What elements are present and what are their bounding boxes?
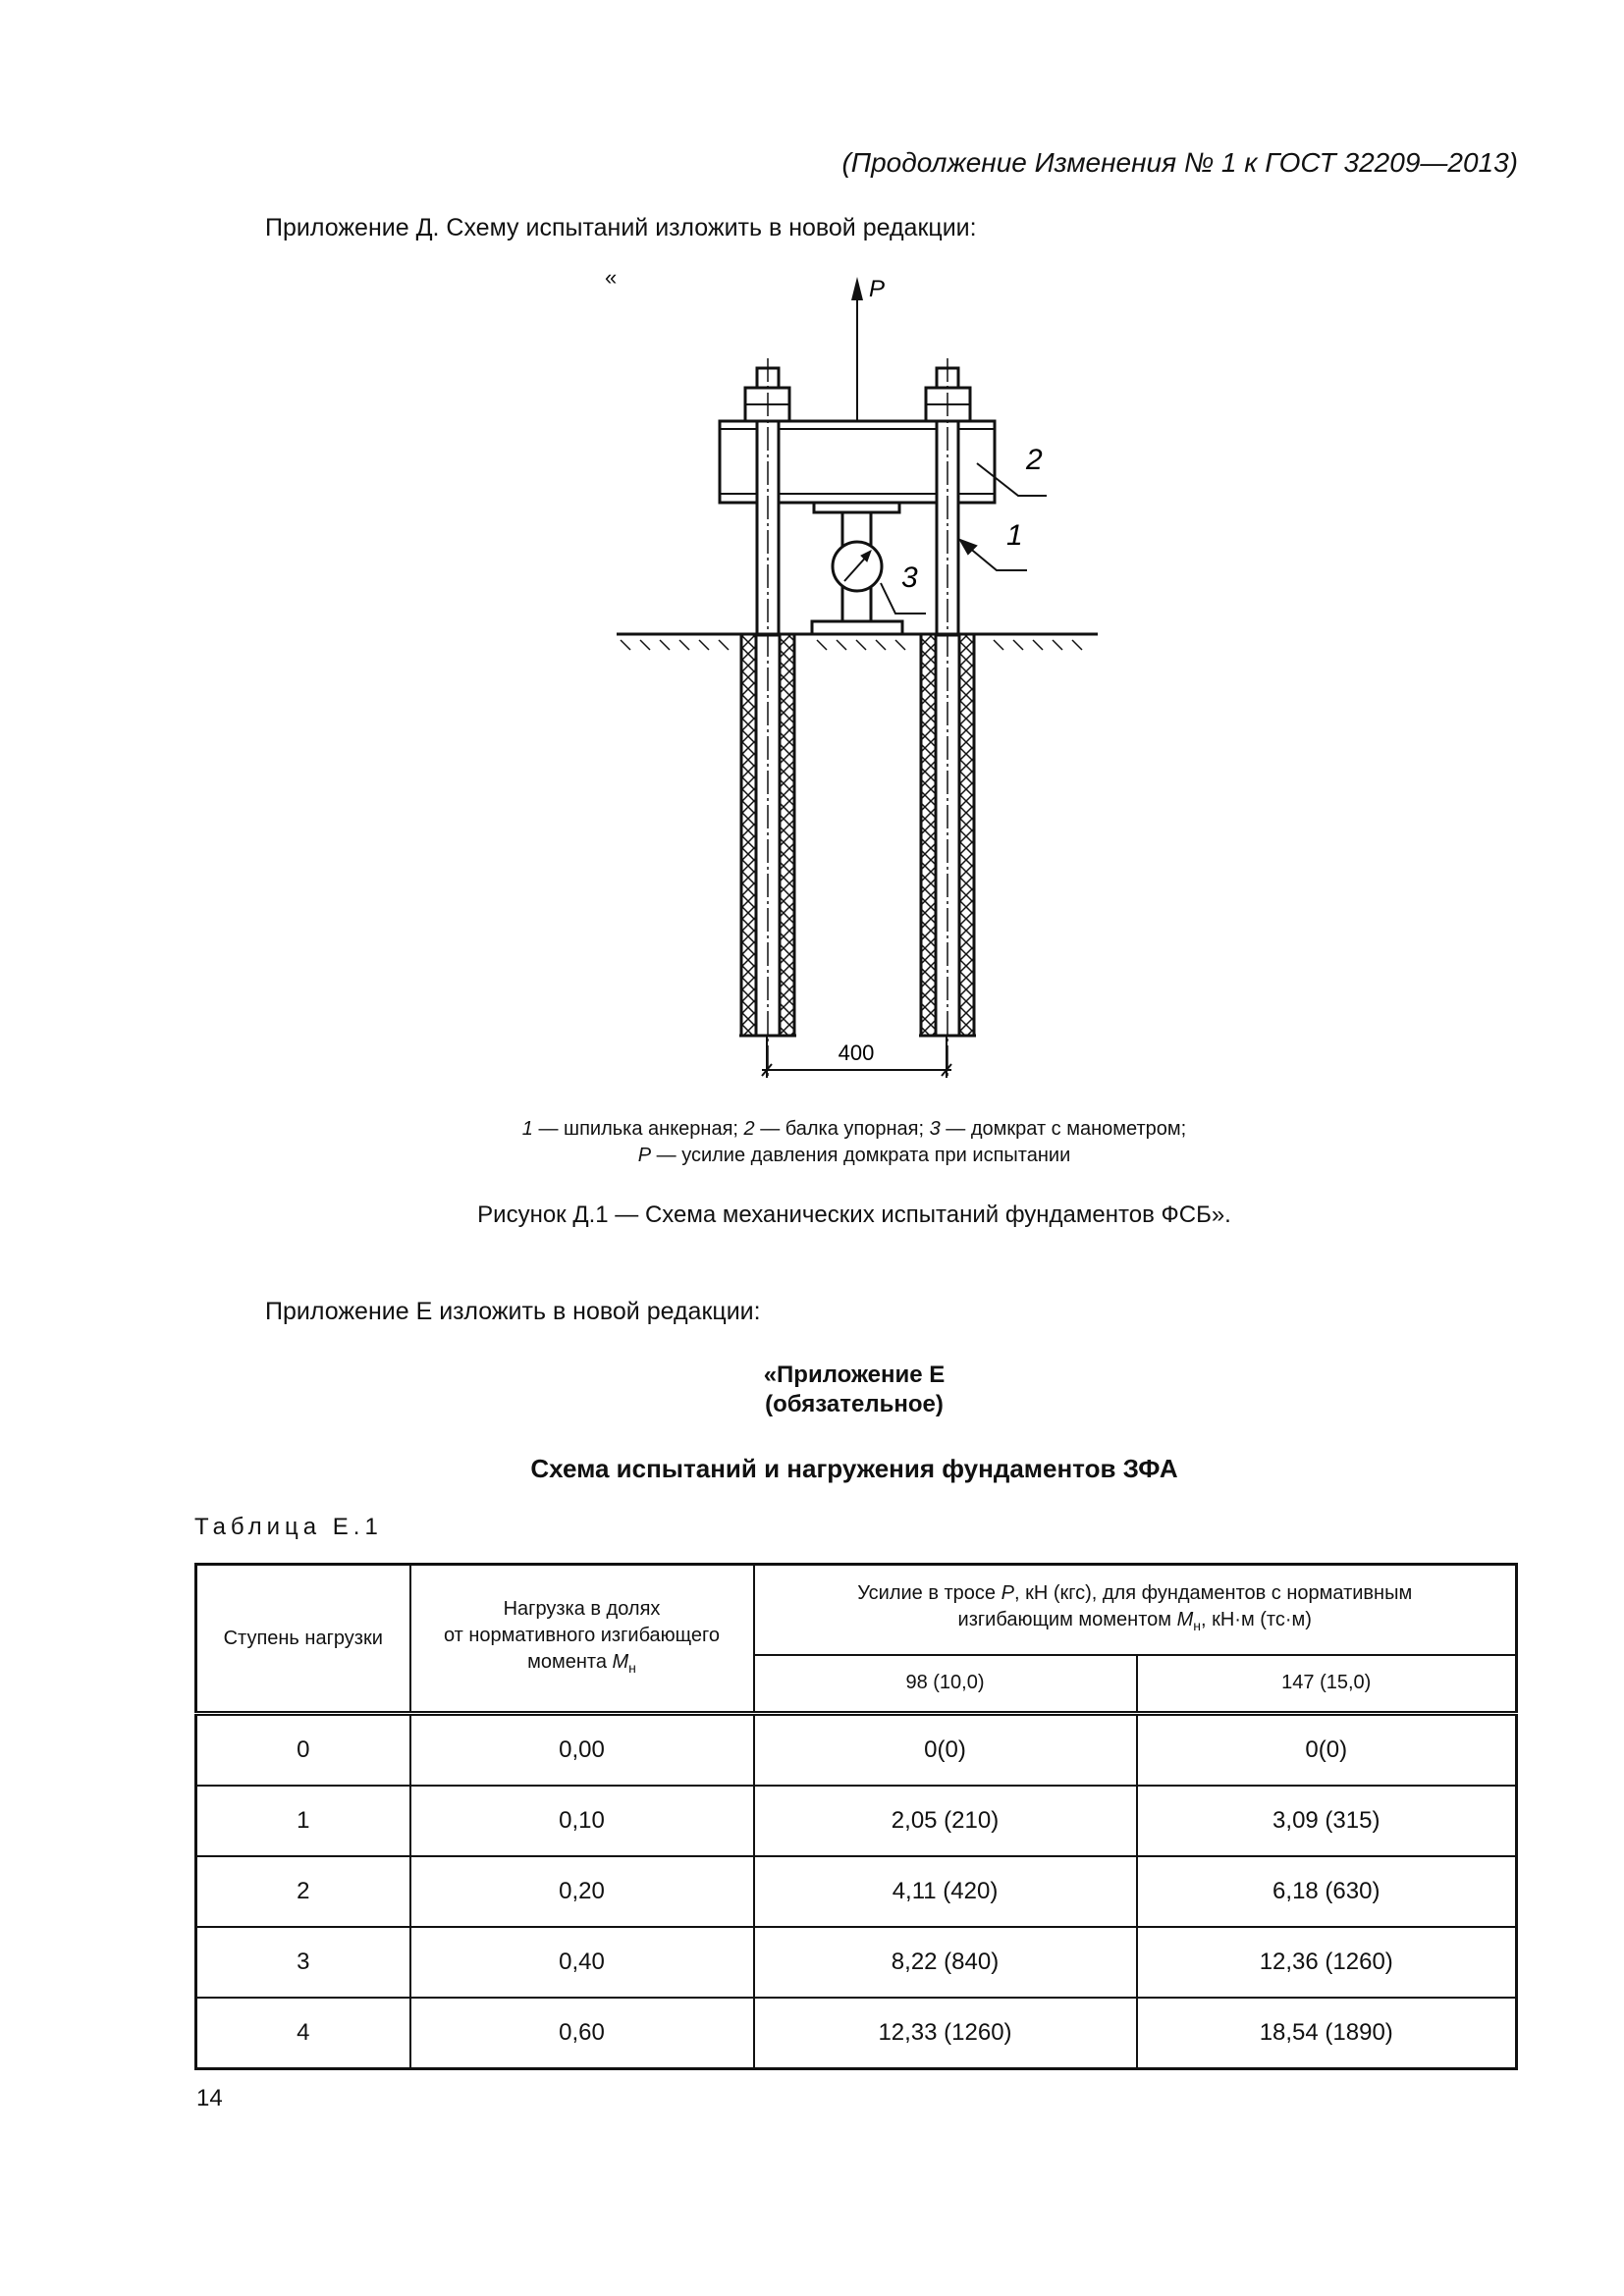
text: 3 (929, 1118, 941, 1140)
figure-legend-line-2 (0, 1145, 1624, 1167)
appendix-title: «Приложение Е (763, 1362, 946, 1388)
text: 2 (743, 1118, 755, 1140)
text: момента (527, 1650, 613, 1673)
table-row (196, 1998, 1517, 2069)
text: н (628, 1659, 636, 1676)
table-cell: 12,33 (1260) (754, 1998, 1137, 2069)
table-cell: 0,10 (410, 1786, 754, 1856)
table-cell: 4 (196, 1998, 410, 2069)
callout-3: 3 (901, 561, 918, 594)
table-caption: Таблица Е.1 (194, 1514, 383, 1540)
intro-appendix-e: Приложение Е изложить в новой редакции: (265, 1298, 761, 1325)
dimension-label: 400 (838, 1041, 875, 1065)
text: — домкрат с манометром; (940, 1118, 1187, 1140)
figure-legend-line-1 (0, 1118, 1624, 1141)
ground-line (617, 634, 1098, 650)
text: изгибающим моментом (957, 1608, 1177, 1630)
figure-caption: Рисунок Д.1 — Схема механических испытаний фундаментов ФСБ». (477, 1201, 1231, 1228)
text: н (1193, 1617, 1201, 1633)
text: 1 (521, 1118, 533, 1140)
table-cell: 2,05 (210) (754, 1786, 1137, 1856)
text: Усилие в тросе (857, 1581, 1001, 1604)
table-cell: 0,60 (410, 1998, 754, 2069)
table-cell: 12,36 (1260) (1137, 1927, 1517, 1998)
piles (739, 634, 976, 1036)
table-cell: 0,20 (410, 1856, 754, 1927)
test-scheme-figure (0, 0, 1624, 1099)
table-row (196, 1856, 1517, 1927)
text: P (637, 1145, 652, 1166)
page-header: (Продолжение Изменения № 1 к ГОСТ 32209—2013) (841, 147, 1518, 178)
table-cell: 0(0) (754, 1714, 1137, 1787)
open-quote: « (605, 265, 618, 290)
header-load-fraction (410, 1565, 754, 1714)
table-row (196, 1786, 1517, 1856)
page-number: 14 (196, 2085, 223, 2111)
table-row (196, 1714, 1517, 1787)
jack-with-gauge (812, 503, 902, 634)
text: — шпилька анкерная; (532, 1118, 744, 1140)
text: P (1001, 1581, 1014, 1604)
table-cell: 1 (196, 1786, 410, 1856)
text: от нормативного изгибающего (443, 1624, 721, 1646)
load-table (194, 1563, 1518, 2070)
text: M (1176, 1608, 1194, 1630)
appendix-status: (обязательное) (765, 1391, 944, 1417)
text: M (612, 1650, 629, 1673)
table-cell: 4,11 (420) (754, 1856, 1137, 1927)
table-row (196, 1927, 1517, 1998)
force-label: P (869, 276, 886, 302)
intro-appendix-d: Приложение Д. Схему испытаний изложить в новой редакции: (265, 214, 977, 241)
table-cell: 0,40 (410, 1927, 754, 1998)
table-cell: 6,18 (630) (1137, 1856, 1517, 1927)
table-cell: 0(0) (1137, 1714, 1517, 1787)
header-col-98: 98 (10,0) (754, 1655, 1137, 1714)
callout-1: 1 (1006, 519, 1023, 552)
table-cell: 3 (196, 1927, 410, 1998)
text: Нагрузка в долях (503, 1597, 661, 1620)
table-cell: 18,54 (1890) (1137, 1998, 1517, 2069)
header-col-147: 147 (15,0) (1137, 1655, 1517, 1714)
force-arrow (851, 277, 863, 421)
text: — усилие давления домкрата при испытании (651, 1145, 1071, 1166)
table-cell: 0,00 (410, 1714, 754, 1787)
text: — балка упорная; (754, 1118, 930, 1140)
text: , кН (кгс), для фундаментов с нормативным (1013, 1581, 1413, 1604)
text: , кН·м (тс·м) (1200, 1608, 1312, 1630)
section-title: Схема испытаний и нагружения фундаментов ЗФА (530, 1454, 1178, 1483)
table-cell: 8,22 (840) (754, 1927, 1137, 1998)
header-force (754, 1565, 1517, 1655)
table-cell: 2 (196, 1856, 410, 1927)
callout-2: 2 (1026, 444, 1043, 476)
table-cell: 0 (196, 1714, 410, 1787)
table-cell: 3,09 (315) (1137, 1786, 1517, 1856)
header-stage: Ступень нагрузки (196, 1565, 410, 1714)
